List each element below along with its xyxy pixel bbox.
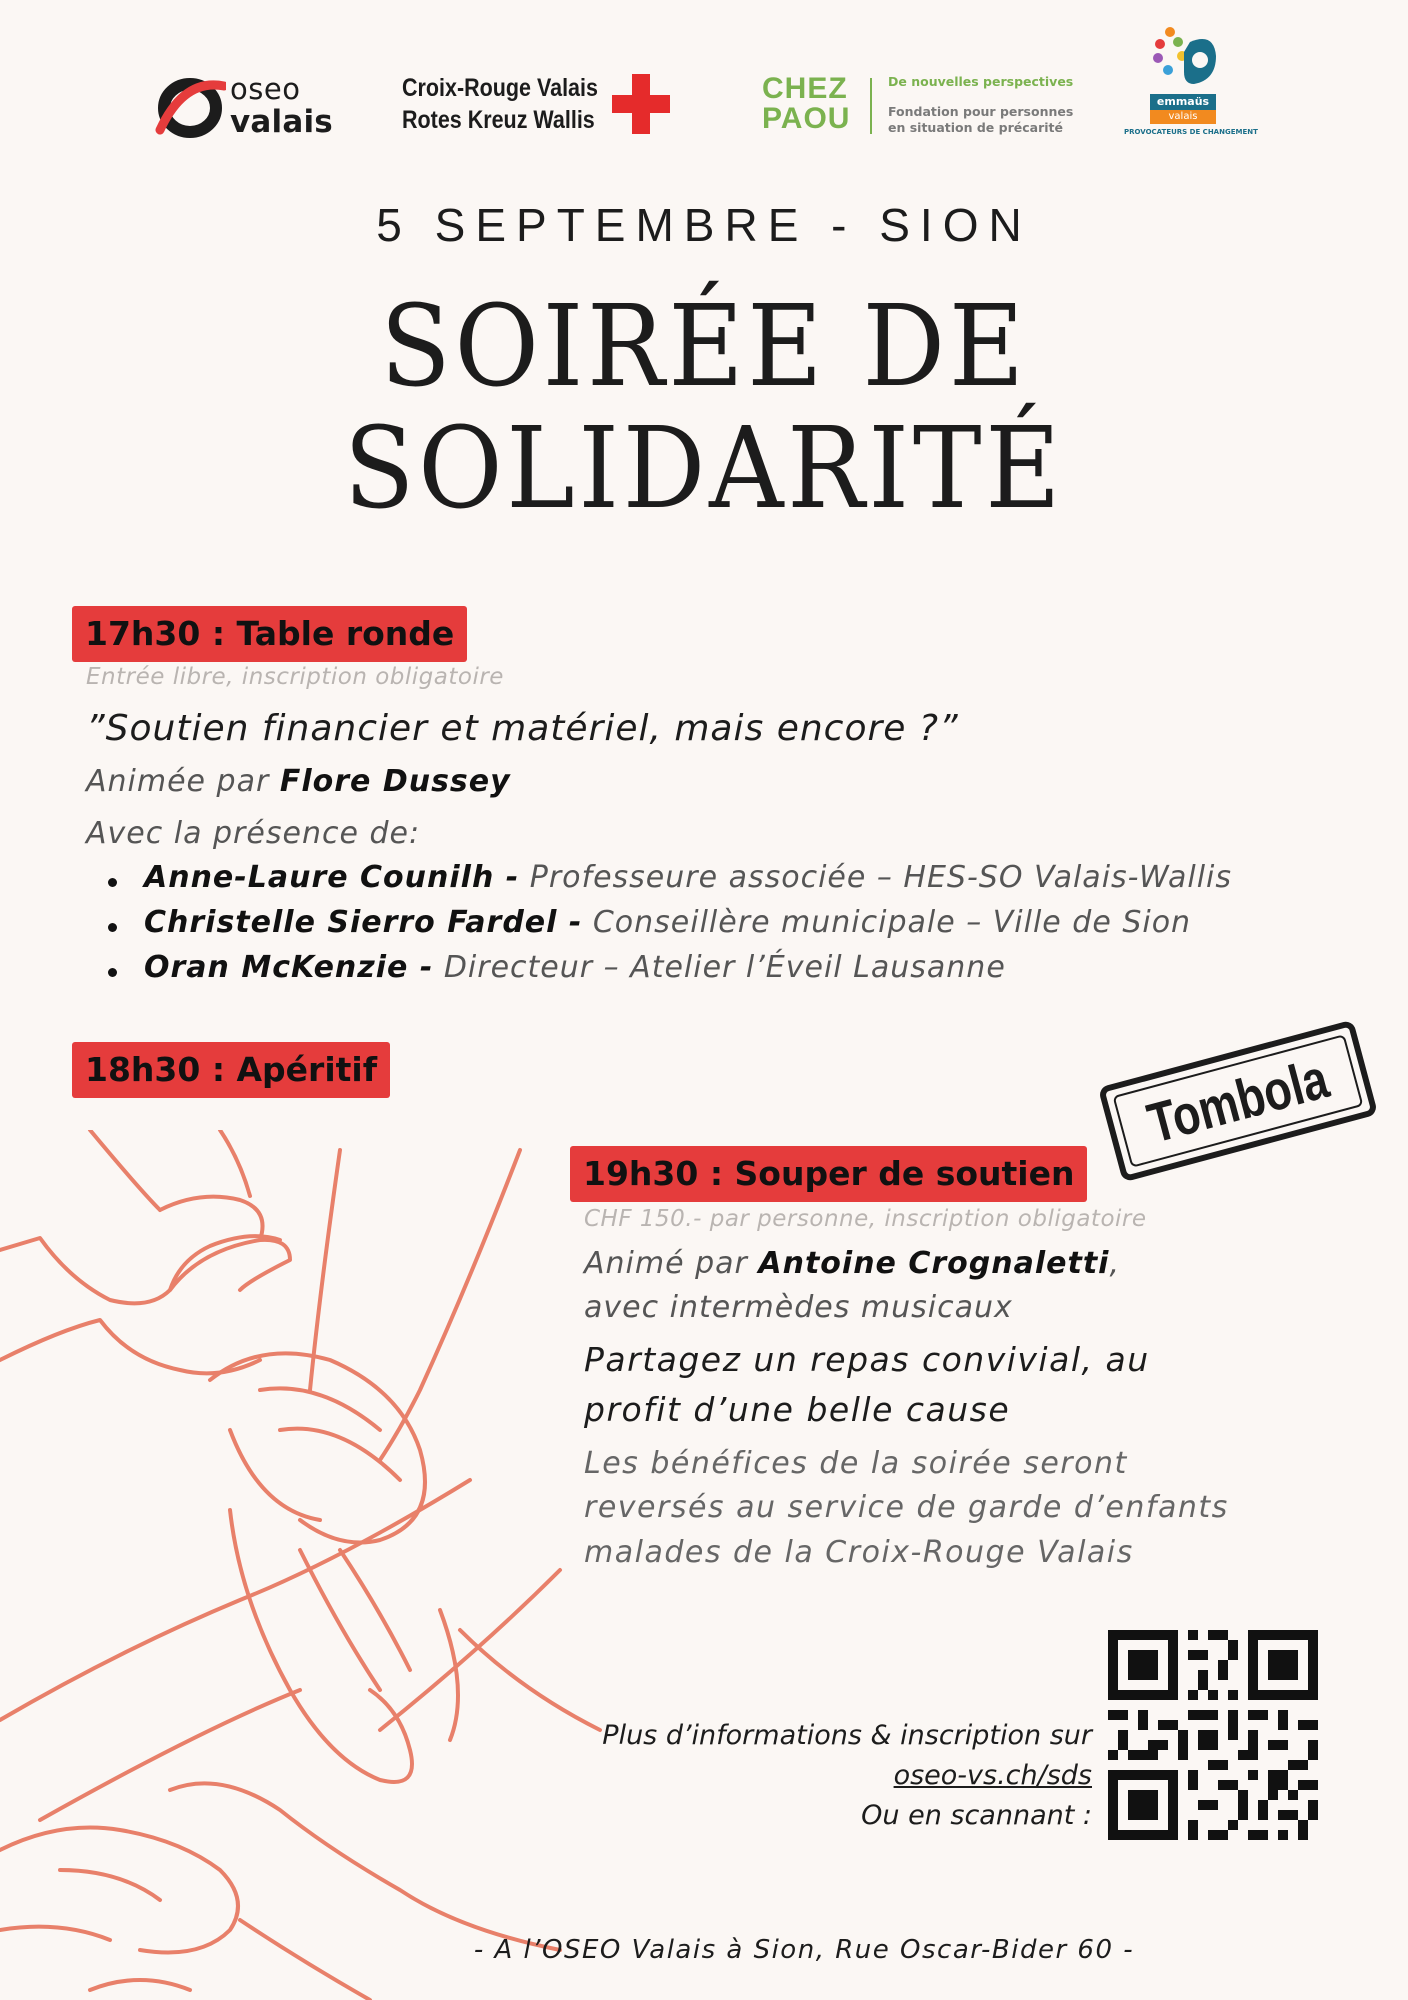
emmaus-tagline: PROVOCATEURS DE CHANGEMENT bbox=[1124, 128, 1258, 136]
table-ronde-animator bbox=[86, 764, 511, 799]
tombola-stamp bbox=[1098, 1020, 1378, 1183]
speakers-list bbox=[100, 860, 1232, 995]
benefit-line-2: reversés au service de garde d’enfants bbox=[584, 1490, 1229, 1525]
chez-paou-logo bbox=[762, 70, 1082, 142]
list-item bbox=[100, 905, 1232, 950]
scan-hint: Ou en scannant : bbox=[861, 1800, 1092, 1831]
chez-paou-line1: CHEZ bbox=[762, 72, 848, 105]
venue-address: - A l’OSEO Valais à Sion, Rue Oscar-Bider 60 - bbox=[473, 1935, 1135, 1965]
tombola-stamp-text: Tombola bbox=[1141, 1046, 1335, 1155]
presence-heading: Avec la présence de: bbox=[86, 816, 421, 851]
emmaus-hand-icon bbox=[1144, 22, 1236, 92]
speaker-name: Christelle Sierro Fardel - bbox=[144, 905, 583, 940]
oseo-ring-icon bbox=[154, 72, 226, 142]
speaker-role: Directeur – Atelier l’Éveil Lausanne bbox=[433, 950, 1006, 985]
animator-name: Antoine Crognaletti bbox=[758, 1246, 1110, 1281]
chez-paou-tagline: De nouvelles perspectives bbox=[888, 74, 1074, 89]
event-title-line2: SOLIDARITÉ bbox=[343, 404, 1065, 534]
chez-paou-desc2: en situation de précarité bbox=[888, 120, 1063, 135]
benefit-line-3: malades de la Croix-Rouge Valais bbox=[584, 1535, 1134, 1570]
souper-catchline-2: profit d’une belle cause bbox=[584, 1390, 1011, 1429]
aperitif-label: 18h30 : Apéritif bbox=[72, 1042, 390, 1098]
souper-label: 19h30 : Souper de soutien bbox=[570, 1146, 1087, 1202]
table-ronde-label: 17h30 : Table ronde bbox=[72, 606, 467, 662]
table-ronde-note: Entrée libre, inscription obligatoire bbox=[86, 664, 504, 690]
chez-paou-line2: PAOU bbox=[762, 102, 851, 135]
emmaus-line1: emmaüs bbox=[1150, 94, 1216, 110]
oseo-logo-line1: oseo bbox=[230, 72, 301, 106]
croix-rouge-logo bbox=[402, 72, 702, 142]
croix-rouge-line1: Croix-Rouge Valais bbox=[402, 74, 598, 102]
croix-rouge-line2: Rotes Kreuz Wallis bbox=[402, 106, 595, 134]
souper-animator bbox=[584, 1246, 1120, 1281]
souper-music: avec intermèdes musicaux bbox=[584, 1290, 1013, 1325]
info-link[interactable]: oseo-vs.ch/sds bbox=[893, 1760, 1092, 1791]
animator-suffix: , bbox=[1109, 1246, 1120, 1281]
list-item bbox=[100, 860, 1232, 905]
linked-hands-illustration bbox=[0, 1130, 620, 2000]
animator-prefix: Animée par bbox=[86, 764, 280, 799]
speaker-role: Professeure associée – HES-SO Valais-Wallis bbox=[519, 860, 1232, 895]
oseo-logo-line2: valais bbox=[230, 104, 333, 140]
event-date: 5 SEPTEMBRE - SION bbox=[376, 199, 1032, 251]
souper-note: CHF 150.- par personne, inscription obligatoire bbox=[584, 1206, 1147, 1232]
chez-paou-desc1: Fondation pour personnes bbox=[888, 104, 1074, 119]
info-line: Plus d’informations & inscription sur bbox=[602, 1720, 1092, 1751]
list-item bbox=[100, 950, 1232, 995]
speaker-name: Oran McKenzie - bbox=[144, 950, 434, 985]
emmaus-line2: valais bbox=[1150, 110, 1216, 124]
animator-prefix: Animé par bbox=[584, 1246, 759, 1281]
speaker-role: Conseillère municipale – Ville de Sion bbox=[582, 905, 1192, 940]
animator-name: Flore Dussey bbox=[279, 764, 511, 799]
speaker-name: Anne-Laure Counilh - bbox=[144, 860, 520, 895]
event-title-line1: SOIRÉE DE bbox=[380, 282, 1028, 412]
red-cross-icon bbox=[612, 74, 670, 134]
table-ronde-quote: ”Soutien financier et matériel, mais encore ?” bbox=[86, 708, 959, 749]
souper-catchline-1: Partagez un repas convivial, au bbox=[584, 1340, 1150, 1379]
emmaus-logo bbox=[1124, 22, 1256, 144]
qr-code[interactable] bbox=[1108, 1630, 1318, 1840]
chez-paou-divider bbox=[870, 78, 872, 134]
benefit-line-1: Les bénéfices de la soirée seront bbox=[584, 1446, 1128, 1481]
oseo-logo bbox=[150, 68, 333, 144]
